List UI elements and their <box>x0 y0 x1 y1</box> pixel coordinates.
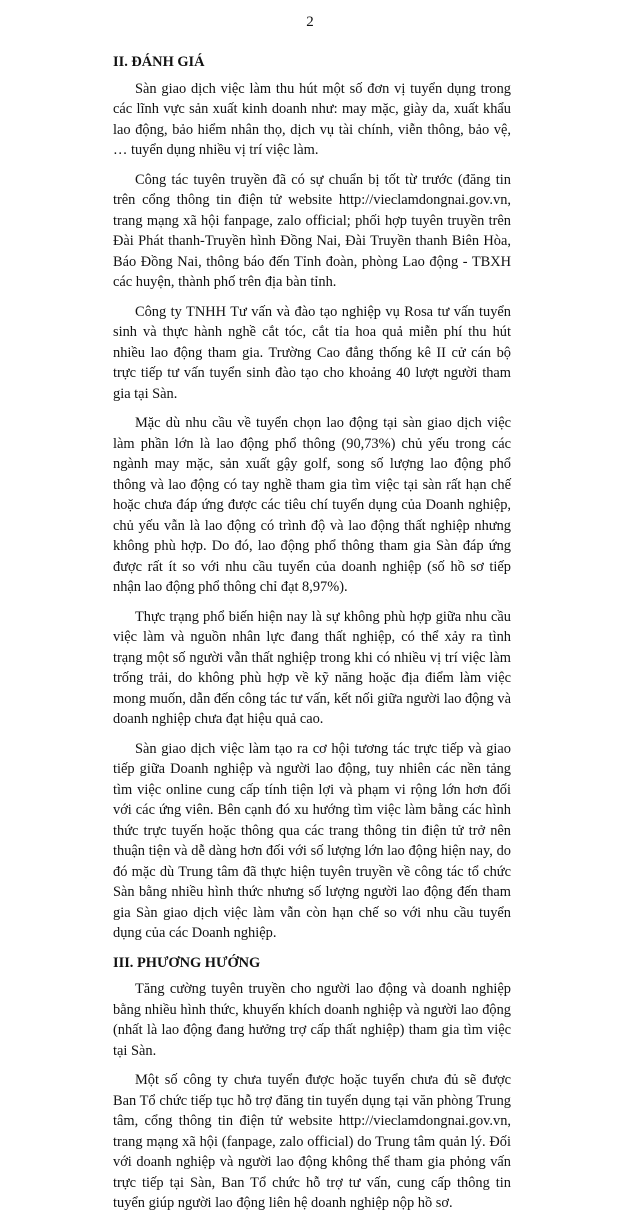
paragraph: Tăng cường tuyên truyền cho người lao động và doanh nghiệp bằng nhiều hình thức, khuyến khích doanh nghiệp và người lao động (nhất là lao động đang hưởng trợ cấp thất nghiệp) tham gia tìm việc tại Sàn. <box>113 981 511 1059</box>
section-heading-phuong-huong: III. PHƯƠNG HƯỚNG <box>113 954 261 971</box>
document-body <box>113 52 511 1223</box>
paragraph: Công tác tuyên truyền đã có sự chuẩn bị tốt từ trước (đăng tin trên cổng thông tin điện tử website http://vieclamdongnai.gov.vn, trang mạng xã hội fanpage, zalo official; phối hợp tuyên truyền trên Đài Phát thanh-Truyền hình Đồng Nai, Đài Truyền thanh Biên Hòa, Báo Đồng Nai, thông báo đến Tỉnh đoàn, phòng Lao động - TBXH các huyện, thành phố trên địa bàn tỉnh. <box>113 171 511 290</box>
section-heading-danh-gia: II. ĐÁNH GIÁ <box>113 54 205 70</box>
paragraph: Thực trạng phổ biến hiện nay là sự không phù hợp giữa nhu cầu việc làm và nguồn nhân lực đang thất nghiệp, có thể xảy ra tình trạng một số người vẫn thất nghiệp trong khi có nhiều vị trí việc làm trống trải, do không phù hợp về kỹ năng hoặc địa điểm làm việc mong muốn, dẫn đến công tác tư vấn, kết nối giữa người lao động và doanh nghiệp chưa đạt hiệu quả cao. <box>113 608 511 727</box>
paragraph: Sàn giao dịch việc làm thu hút một số đơn vị tuyển dụng trong các lĩnh vực sản xuất kinh doanh như: may mặc, giày da, xuất khẩu lao động, bảo hiểm nhân thọ, dịch vụ tài chính, viễn thông, bảo vệ, … tuyển dụng nhiều vị trí việc làm. <box>113 80 511 158</box>
paragraph: Một số công ty chưa tuyển được hoặc tuyển chưa đủ sẽ được Ban Tổ chức tiếp tục hỗ trợ đăng tin tuyển dụng tại văn phòng Trung tâm, cổng thông tin điện tử website http://vieclamdongnai.gov.vn, trang mạng xã hội (fanpage, zalo official) do Trung tâm quản lý. Đối với doanh nghiệp và người lao động không thể tham gia phỏng vấn trực tiếp tại Sàn, Ban Tổ chức hỗ trợ tư vấn, cung cấp thông tin tuyển giúp người lao động liên hệ doanh nghiệp nộp hồ sơ. <box>113 1072 511 1211</box>
paragraph: Sàn giao dịch việc làm tạo ra cơ hội tương tác trực tiếp và giao tiếp giữa Doanh nghiệp và người lao động, tuy nhiên các nền tảng tìm việc online cung cấp tính tiện lợi và phạm vi rộng lớn hơn đối với các ứng viên. Bên cạnh đó xu hướng tìm việc làm bằng các hình thức trực tuyến hoặc thông qua các trang thông tin điện tử trở nên thuận tiện và dễ dàng hơn đối với số lượng lớn lao động hiện nay, do đó mặc dù Trung tâm đã thực hiện tuyên truyền về công tác tổ chức Sàn bằng nhiều hình thức nhưng số lượng người lao động đến tham gia Sàn giao dịch việc làm vẫn còn hạn chế so với nhu cầu tuyển dụng của các Doanh nghiệp. <box>113 740 511 941</box>
paragraph: Mặc dù nhu cầu về tuyển chọn lao động tại sàn giao dịch việc làm phần lớn là lao động phổ thông (90,73%) chủ yếu trong các ngành may mặc, sản xuất gậy golf, song số lượng lao động phổ thông và lao động có tay nghề tham gia tìm việc tại sàn rất hạn chế hoặc chưa đáp ứng được các tiêu chí tuyển dụng của Doanh nghiệp, chủ yếu vẫn là lao động có trình độ và lao động thất nghiệp nhưng không phù hợp. Do đó, lao động phổ thông tham gia Sàn đáp ứng được rất ít so với nhu cầu tuyển của doanh nghiệp (số hồ sơ tiếp nhận lao động phổ thông chỉ đạt 8,97%). <box>113 415 511 595</box>
page-number: 2 <box>306 14 314 30</box>
paragraph: Công ty TNHH Tư vấn và đào tạo nghiệp vụ Rosa tư vấn tuyển sinh và thực hành nghề cắt tóc, cắt tỉa hoa quả miễn phí thu hút nhiều lao động tham gia. Trường Cao đẳng thống kê II cử cán bộ trực tiếp tư vấn tuyển sinh đào tạo cho khoảng 40 lượt người tham gia tại Sàn. <box>113 303 511 402</box>
